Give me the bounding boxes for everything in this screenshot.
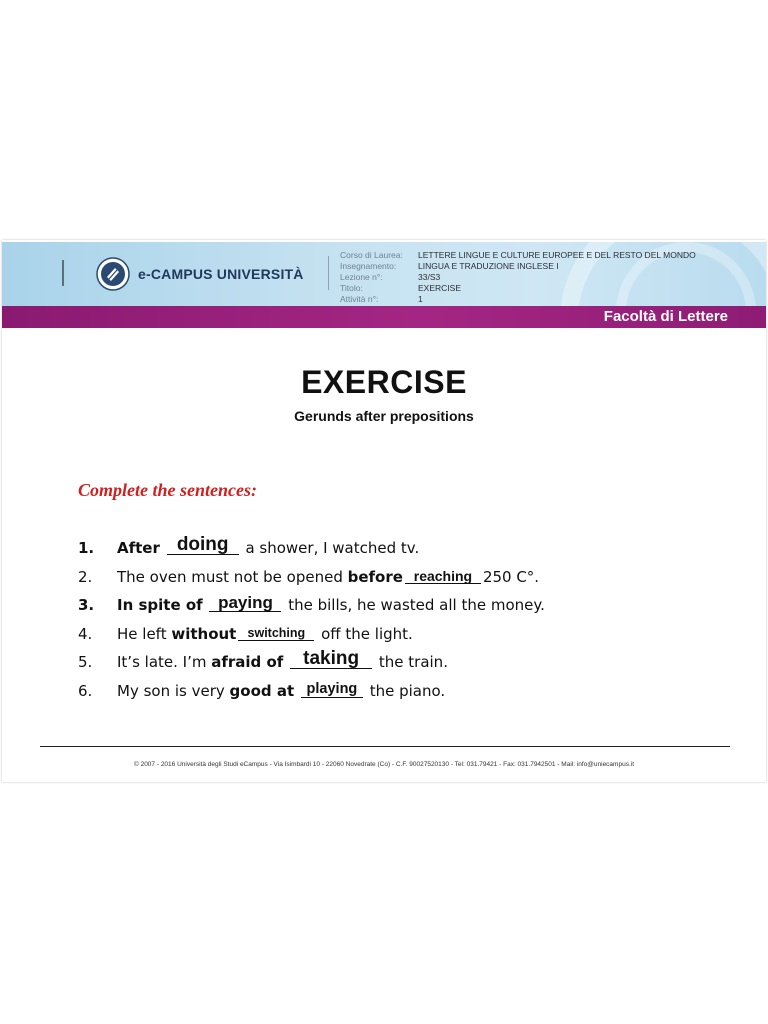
exercise-item [78,677,545,706]
item-number: 1. [78,539,95,557]
item-text: It’s late. I’m [117,653,212,672]
answer-blank [209,595,281,612]
answer-blank [238,624,314,641]
info-divider [328,256,329,290]
item-preposition: good at [229,681,295,700]
logo-divider [62,260,64,286]
answer-blank [167,534,239,555]
info-row-lesson [340,272,696,283]
exercise-item [78,591,545,620]
item-text: off the light. [316,624,413,643]
info-label: Insegnamento: [340,261,397,271]
instructions: Complete the sentences: [78,480,257,500]
answer-text: taking [303,648,360,670]
item-preposition: After [117,539,160,557]
info-row-teaching [340,261,696,272]
item-text: the bills, he wasted all the money. [283,596,545,615]
exercise-list [78,534,545,706]
faculty-name: Facoltà di Lettere [603,308,728,325]
info-label: Lezione n°: [340,272,383,282]
item-preposition: before [347,567,403,586]
info-value: 33/S3 [418,272,441,282]
page-title: EXERCISE [301,364,467,400]
item-preposition: without [171,624,237,643]
slide [2,240,766,782]
item-number: 3. [78,596,95,615]
info-row-activity [340,294,696,305]
page-subtitle: Gerunds after prepositions [294,408,474,424]
answer-blank [405,567,481,584]
info-row-course [340,250,696,261]
info-label: Corso di Laurea: [340,250,403,260]
item-number: 2. [78,567,93,586]
item-text: My son is very [117,681,230,700]
item-text: He left [117,624,172,643]
item-number: 4. [78,624,93,643]
item-text: 250 C°. [482,567,540,586]
course-info [340,250,696,305]
answer-text: paying [218,593,273,613]
info-value: LINGUA E TRADUZIONE INGLESE I [418,261,559,271]
faculty-band [2,306,766,328]
item-number: 6. [78,681,93,700]
item-number: 5. [78,653,93,672]
footer-text: © 2007 - 2016 Università degli Studi eCampus - Via Isimbardi 10 - 22060 Novedrate (Co) - C.F. 90027520130 - Tel: 031.79421 - Fax: 031.7942501 - Mail: info@uniecampus.it [133,761,634,768]
answer-text: doing [176,534,229,555]
exercise-item [78,648,545,677]
answer-text: playing [306,681,358,698]
item-text: a shower, I watched tv. [240,539,420,557]
answer-text: reaching [413,567,473,584]
info-value: 1 [418,294,423,304]
ecampus-logo-icon [96,257,130,291]
info-label: Attività n°: [340,294,379,304]
answer-blank [301,681,363,698]
footer-divider [40,746,730,747]
exercise-item [78,620,545,649]
item-text: the train. [374,653,448,672]
header-banner [2,242,766,306]
info-row-title [340,283,696,294]
exercise-item [78,563,545,592]
exercise-item [78,534,545,563]
item-preposition: In spite of [117,596,203,615]
logo-text: e-CAMPUS UNIVERSITÀ [138,266,304,282]
item-text: the piano. [364,681,446,700]
answer-blank [290,648,372,670]
item-text: The oven must not be opened [117,567,348,586]
item-preposition: afraid of [211,653,284,672]
info-value: EXERCISE [418,283,461,293]
info-label: Titolo: [340,283,363,293]
answer-text: switching [247,626,306,641]
info-value: LETTERE LINGUE E CULTURE EUROPEE E DEL RESTO DEL MONDO [418,250,696,260]
